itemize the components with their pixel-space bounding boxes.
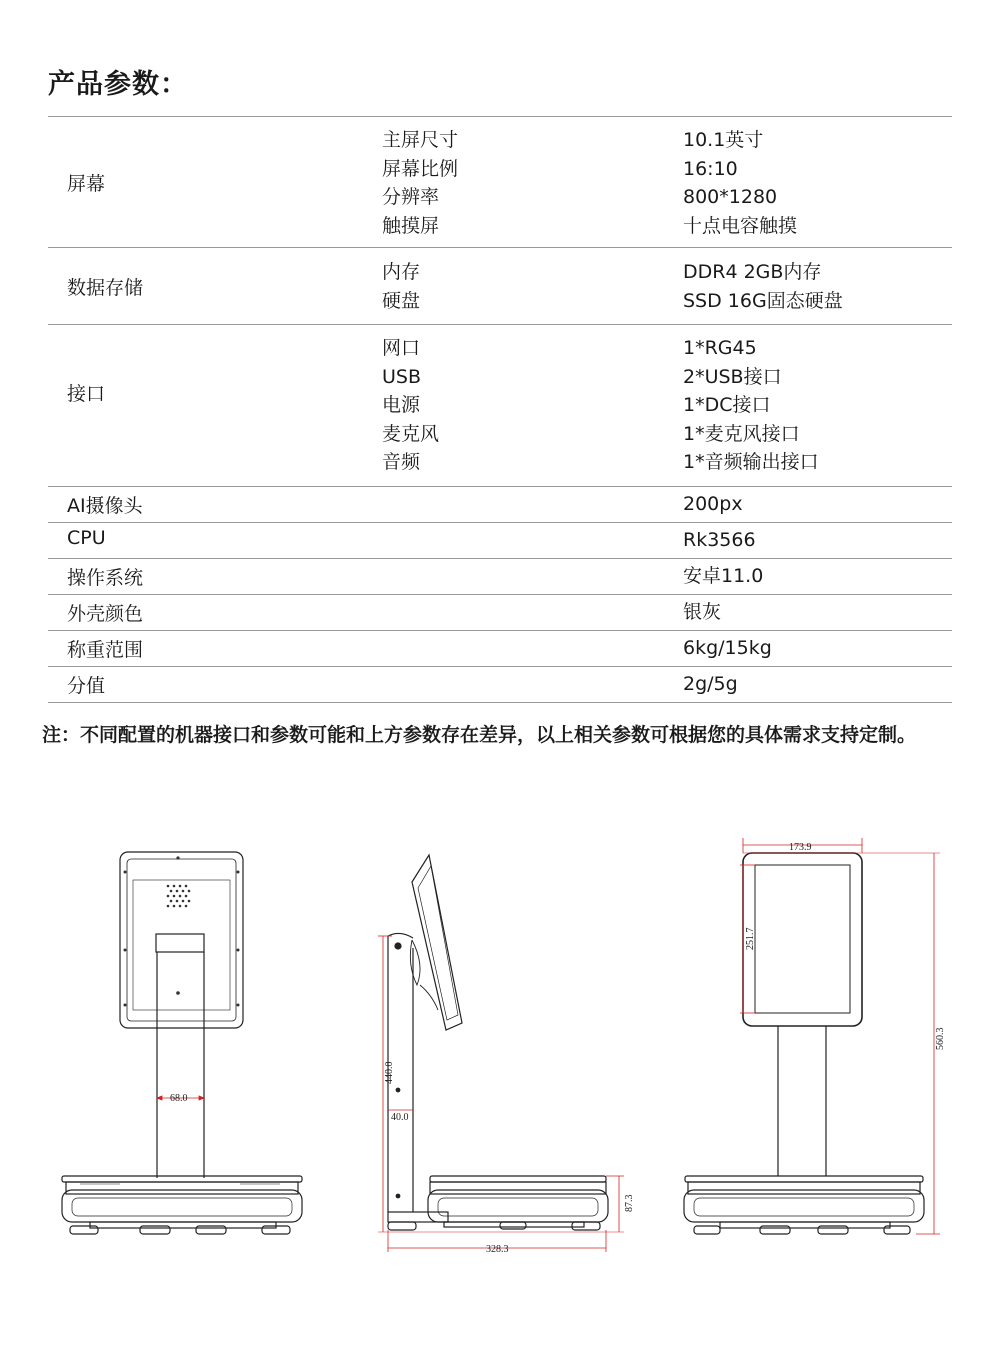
- spec-values: [683, 258, 843, 315]
- spec-values: [683, 634, 772, 663]
- back-view-drawing: [62, 852, 302, 1234]
- spec-values: [683, 598, 721, 627]
- back-pole-width-label: 68.0: [170, 1093, 188, 1104]
- spec-values: [683, 670, 738, 699]
- spec-values: [683, 334, 819, 477]
- spec-values: [683, 526, 756, 555]
- spec-value: 1*音频输出接口: [683, 451, 819, 473]
- front-screen-width-label: 173.9: [789, 842, 812, 853]
- spec-item: 分辨率: [382, 186, 440, 208]
- spec-category: 接口: [67, 383, 106, 405]
- spec-item: 网口: [382, 337, 421, 359]
- spec-values: [683, 126, 797, 240]
- page-title: 产品参数：: [48, 69, 188, 100]
- spec-row-ports: [48, 324, 952, 486]
- spec-item: 触摸屏: [382, 214, 440, 237]
- spec-value: 2*USB接口: [683, 365, 782, 388]
- front-view-drawing: [684, 853, 924, 1234]
- side-view-dimensions: [378, 936, 624, 1252]
- spec-category: AI摄像头: [67, 495, 143, 517]
- side-base-height-label: 87.3: [624, 1194, 635, 1212]
- spec-row-camera: [48, 486, 952, 522]
- spec-value: 6kg/15kg: [683, 637, 772, 659]
- spec-item: 屏幕比例: [382, 157, 459, 180]
- spec-category: 外壳颜色: [67, 603, 144, 625]
- spec-values: [683, 490, 743, 519]
- spec-item: 麦克风: [382, 422, 440, 445]
- spec-value: 200px: [683, 493, 743, 515]
- side-base-depth-label: 328.3: [486, 1244, 509, 1255]
- spec-item: 内存: [382, 261, 421, 283]
- spec-category: CPU: [67, 527, 106, 549]
- spec-row-storage: [48, 247, 952, 324]
- spec-row-weighing-range: [48, 630, 952, 666]
- front-screen-height-label: 251.7: [745, 927, 756, 950]
- front-total-height-label: 560.3: [935, 1027, 946, 1050]
- spec-category: 屏幕: [67, 173, 106, 195]
- spec-value: 银灰: [683, 601, 722, 623]
- spec-items: [382, 334, 439, 477]
- spec-values: [683, 562, 763, 591]
- spec-item: 电源: [382, 394, 421, 416]
- spec-category: 数据存储: [67, 277, 144, 299]
- side-pole-depth-label: 40.0: [391, 1112, 409, 1123]
- spec-value: 1*麦克风接口: [683, 422, 800, 445]
- spec-row-screen: [48, 116, 952, 247]
- spec-row-os: [48, 558, 952, 594]
- spec-value: 1*DC接口: [683, 394, 771, 416]
- spec-row-division: [48, 666, 952, 703]
- spec-items: [382, 258, 420, 315]
- spec-table: [48, 116, 952, 703]
- spec-value: 1*RG45: [683, 337, 757, 359]
- spec-item: 主屏尺寸: [382, 129, 459, 151]
- spec-value: DDR4 2GB内存: [683, 261, 822, 283]
- customization-note: 注：不同配置的机器接口和参数可能和上方参数存在差异，以上相关参数可根据您的具体需求支持定制。: [42, 724, 917, 746]
- spec-row-cpu: [48, 522, 952, 558]
- spec-category: 操作系统: [67, 567, 144, 589]
- spec-value: 800*1280: [683, 186, 778, 208]
- front-view-dimensions: [740, 838, 940, 1234]
- spec-value: Rk3566: [683, 529, 756, 551]
- spec-item: 音频: [382, 451, 421, 473]
- spec-value: 十点电容触摸: [683, 214, 798, 237]
- spec-category: 称重范围: [67, 639, 144, 661]
- spec-row-shell-color: [48, 594, 952, 630]
- spec-item: USB: [382, 365, 422, 388]
- spec-category: 分值: [67, 675, 106, 697]
- spec-value: 2g/5g: [683, 673, 738, 695]
- spec-item: 硬盘: [382, 289, 421, 312]
- dimension-drawings: [0, 820, 1000, 1270]
- spec-items: [382, 126, 458, 240]
- side-view-drawing: [388, 855, 608, 1230]
- spec-value: SSD 16G固态硬盘: [683, 289, 843, 312]
- spec-value: 安卓11.0: [683, 565, 764, 587]
- spec-value: 10.1英寸: [683, 129, 764, 151]
- side-height-label: 440.0: [384, 1061, 395, 1084]
- spec-value: 16:10: [683, 157, 738, 180]
